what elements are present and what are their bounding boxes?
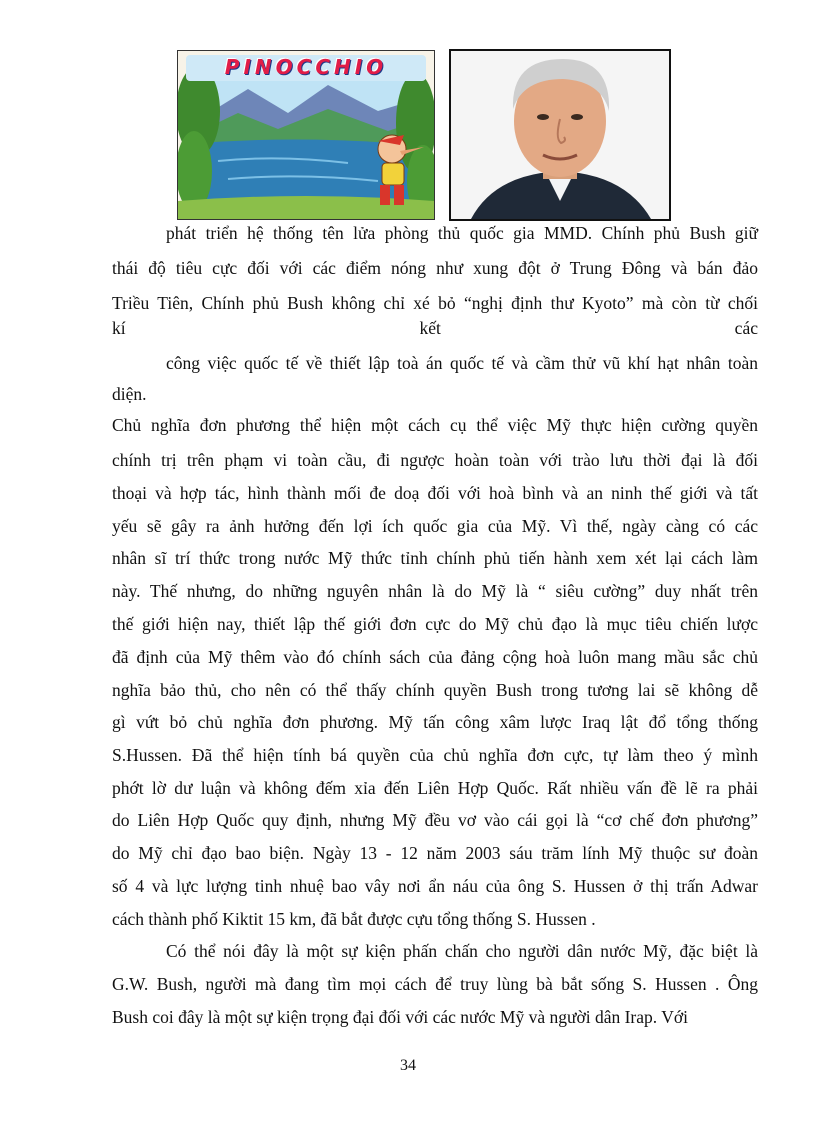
pinocchio-illustration xyxy=(177,50,435,220)
text-line: G.W. Bush, người mà đang tìm mọi cách để truy lùng bà bắt sống S. Hussen . Ông xyxy=(112,974,758,994)
word: kết xyxy=(419,318,441,338)
text-line: số 4 và lực lượng tinh nhuệ bao vây nơi ẩn náu của ông S. Hussen ở thị trấn Adwar xyxy=(112,876,758,896)
text-line: Bush coi đây là một sự kiện trọng đại đối với các nước Mỹ và người dân Irap. Với xyxy=(112,1007,688,1027)
text-line: Triều Tiên, Chính phủ Bush không chỉ xé bỏ “nghị định thư Kyoto” mà còn từ chối xyxy=(112,293,758,313)
text-line: này. Thế nhưng, do những nguyên nhân là do Mỹ là “ siêu cường” duy nhất trên xyxy=(112,581,758,601)
text-line: công việc quốc tế về thiết lập toà án quốc tế và cầm thử vũ khí hạt nhân toàn xyxy=(166,353,758,373)
text-line: gì vứt bỏ chủ nghĩa đơn phương. Mỹ tấn công xâm lược Iraq lật đổ tổng thống xyxy=(112,712,758,732)
text-line: thế giới hiện nay, thiết lập thế giới đơn cực do Mỹ chủ đạo là mục tiêu chiến lược xyxy=(112,614,758,634)
text-line: Chủ nghĩa đơn phương thể hiện một cách cụ thể việc Mỹ thực hiện cường quyền xyxy=(112,415,758,435)
pinocchio-title: PINOCCHIO xyxy=(224,55,388,79)
text-line: do Liên Hợp Quốc quy định, nhưng Mỹ đều vơ vào cái gọi là “cơ chế đơn phương” xyxy=(112,810,758,830)
spread-line xyxy=(112,317,758,339)
text-line: nhân sĩ trí thức trong nước Mỹ thức tỉnh chính phủ tiến hành xem xét lại cách làm xyxy=(112,548,758,568)
text-line: thái độ tiêu cực đối với các điểm nóng như xung đột ở Trung Đông và bán đảo xyxy=(112,258,758,278)
text-line: diện. xyxy=(112,384,147,404)
text-line: nghĩa bảo thủ, cho nên có thể thấy chính quyền Bush trong tương lai sẽ không dễ xyxy=(112,680,758,700)
page-number: 34 xyxy=(400,1057,416,1074)
word: kí xyxy=(112,318,126,338)
text-line: yếu sẽ gây ra ảnh hưởng đến lợi ích quốc gia của Mỹ. Vì thế, ngày càng có các xyxy=(112,516,758,536)
text-line: phớt lờ dư luận và không đếm xỉa đến Liên Hợp Quốc. Rất nhiều vấn đề lẽ ra phải xyxy=(112,778,758,798)
text-line: đã định của Mỹ thêm vào đó chính sách của đảng cộng hoà luôn mang mầu sắc chủ xyxy=(112,647,758,667)
text-line: cách thành phố Kiktit 15 km, đã bắt được cựu tổng thống S. Hussen . xyxy=(112,909,596,929)
text-line: Có thể nói đây là một sự kiện phấn chấn cho người dân nước Mỹ, đặc biệt là xyxy=(166,941,758,961)
text-line: chính trị trên phạm vi toàn cầu, đi ngược hoàn toàn với trào lưu thời đại là đối xyxy=(112,450,758,470)
text-line: thoại và hợp tác, hình thành mối đe doạ đối với hoà bình và an ninh thế giới và tất xyxy=(112,483,758,503)
text-line: phát triển hệ thống tên lửa phòng thủ quốc gia MMD. Chính phủ Bush giữ xyxy=(166,223,758,243)
text-line: S.Hussen. Đã thể hiện tính bá quyền của chủ nghĩa đơn cực, tự làm theo ý mình xyxy=(112,745,758,765)
portrait-artwork xyxy=(451,51,669,219)
text-line: do Mỹ chỉ đạo bao biện. Ngày 13 - 12 năm 2003 sáu trăm lính Mỹ thuộc sư đoàn xyxy=(112,843,758,863)
word: các xyxy=(734,318,758,338)
portrait-photo xyxy=(449,49,671,221)
